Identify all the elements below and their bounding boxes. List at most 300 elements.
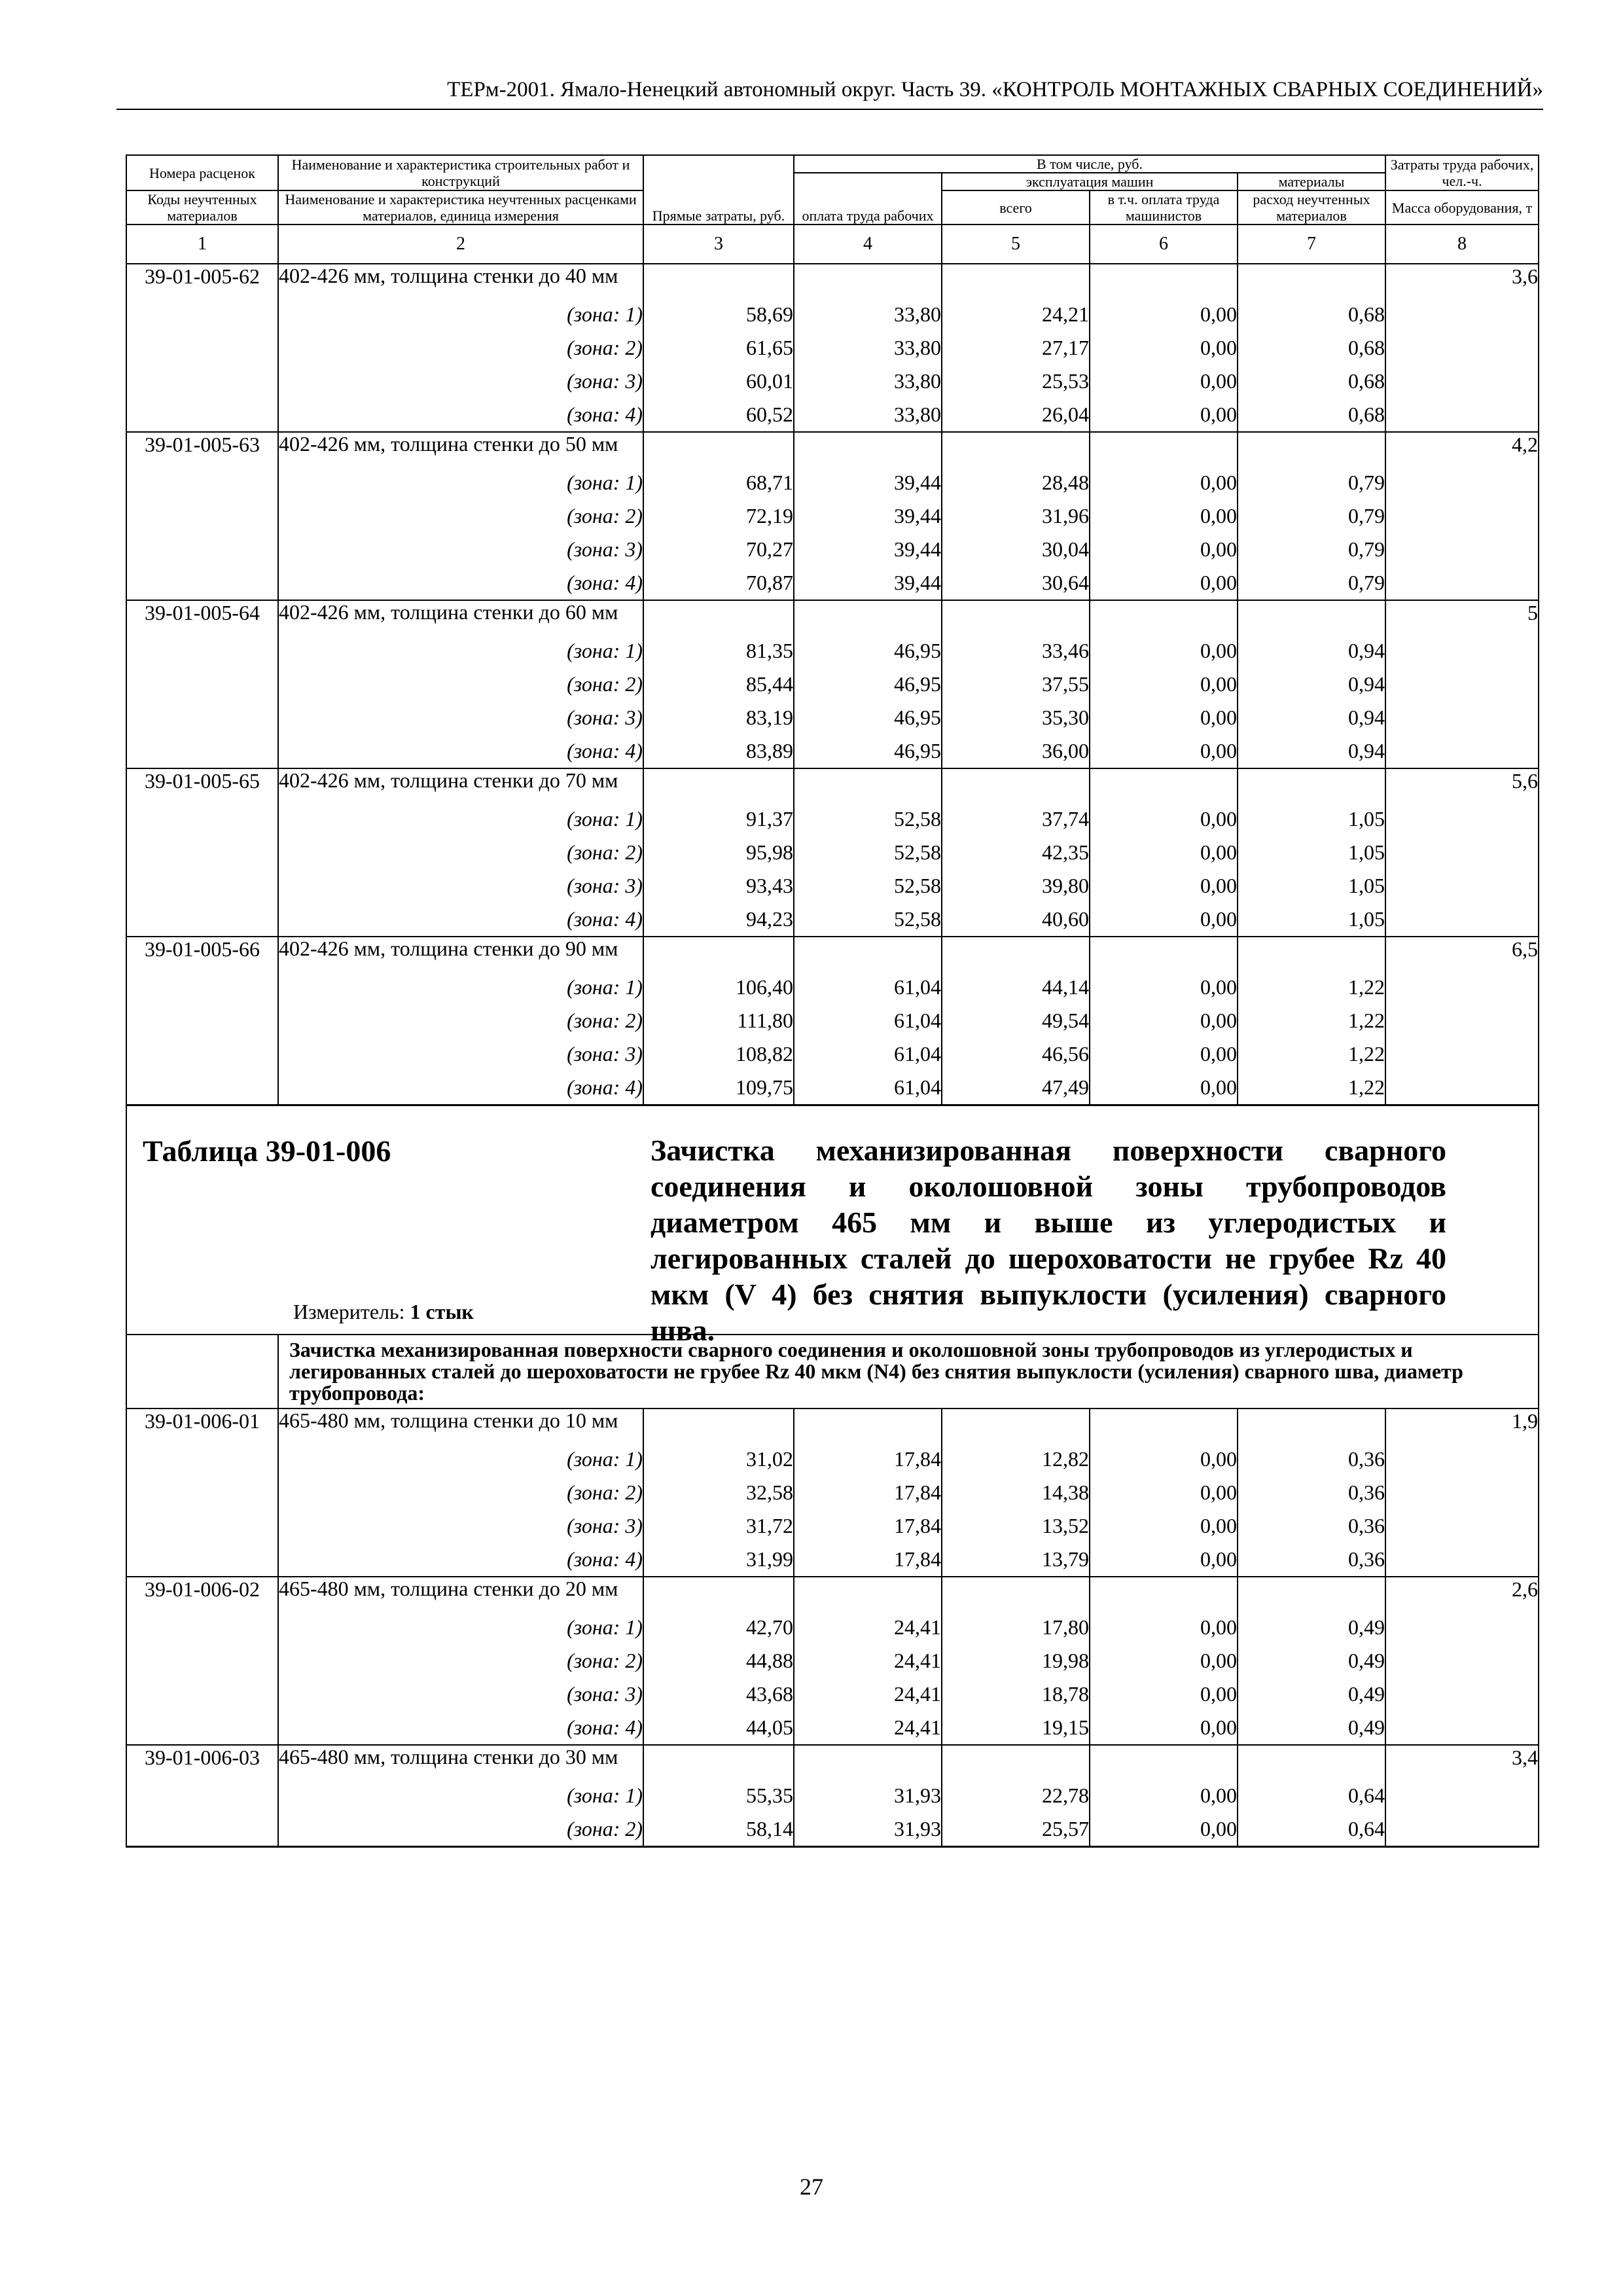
operator-pay: 0,00 [1090, 298, 1238, 331]
zone-label: (зона: 2) [278, 668, 643, 701]
zone-row [126, 499, 1539, 533]
machine-cost: 30,04 [942, 533, 1090, 566]
empty-cell [794, 768, 942, 802]
direct-cost: 42,70 [643, 1611, 794, 1644]
direct-cost: 31,72 [643, 1509, 794, 1543]
worker-pay: 61,04 [794, 1071, 942, 1105]
column-number: 4 [794, 224, 942, 264]
worker-pay: 33,80 [794, 365, 942, 398]
zone-row [126, 971, 1539, 1004]
direct-cost: 85,44 [643, 668, 794, 701]
zone-row [126, 1677, 1539, 1711]
worker-pay: 39,44 [794, 533, 942, 566]
worker-pay: 39,44 [794, 466, 942, 499]
machine-cost: 44,14 [942, 971, 1090, 1004]
materials-cost: 0,94 [1238, 634, 1385, 668]
zone-label: (зона: 4) [278, 1543, 643, 1577]
direct-cost: 31,02 [643, 1443, 794, 1476]
materials-cost: 0,94 [1238, 734, 1385, 768]
direct-cost: 111,80 [643, 1004, 794, 1037]
machine-cost: 33,46 [942, 634, 1090, 668]
table-006-meter [293, 1300, 474, 1324]
empty-cell [643, 1408, 794, 1443]
rate-code: 39-01-005-62 [126, 264, 278, 432]
materials-cost: 1,05 [1238, 869, 1385, 903]
col2-bottom-header: Наименование и характеристика неучтенных расценками материалов, единица измерения [278, 190, 643, 224]
zone-label: (зона: 4) [278, 734, 643, 768]
zone-row [126, 398, 1539, 432]
direct-cost: 108,82 [643, 1037, 794, 1071]
materials-cost: 1,22 [1238, 1037, 1385, 1071]
worker-pay: 52,58 [794, 903, 942, 937]
direct-cost: 109,75 [643, 1071, 794, 1105]
materials-cost: 1,22 [1238, 1071, 1385, 1105]
column-number: 6 [1090, 224, 1238, 264]
zone-row [126, 701, 1539, 734]
direct-cost: 83,89 [643, 734, 794, 768]
operator-pay: 0,00 [1090, 1476, 1238, 1509]
machine-cost: 19,98 [942, 1644, 1090, 1677]
direct-cost: 106,40 [643, 971, 794, 1004]
empty-cell [643, 600, 794, 634]
zone-label: (зона: 3) [278, 701, 643, 734]
col3-header: Прямые затраты, руб. [643, 155, 794, 224]
labor-cost: 5,6 [1385, 768, 1539, 937]
zone-label: (зона: 2) [278, 1004, 643, 1037]
table-006-label: Таблица 39-01-006 [143, 1134, 391, 1168]
rate-code: 39-01-006-02 [126, 1577, 278, 1745]
operator-pay: 0,00 [1090, 1677, 1238, 1711]
empty-cell [1090, 264, 1238, 298]
materials-cost: 1,22 [1238, 971, 1385, 1004]
column-number: 1 [126, 224, 278, 264]
zone-label: (зона: 4) [278, 1711, 643, 1745]
operator-pay: 0,00 [1090, 1037, 1238, 1071]
empty-cell [794, 937, 942, 971]
empty-cell [1238, 600, 1385, 634]
empty-cell [1238, 1745, 1385, 1779]
worker-pay: 33,80 [794, 298, 942, 331]
direct-cost: 83,19 [643, 701, 794, 734]
direct-cost: 95,98 [643, 836, 794, 869]
empty-cell [794, 1577, 942, 1611]
materials-cost: 0,36 [1238, 1543, 1385, 1577]
zone-label: (зона: 3) [278, 533, 643, 566]
operator-pay: 0,00 [1090, 634, 1238, 668]
rate-code: 39-01-005-64 [126, 600, 278, 768]
zone-row [126, 1004, 1539, 1037]
materials-cost: 0,36 [1238, 1476, 1385, 1509]
direct-cost: 94,23 [643, 903, 794, 937]
direct-cost: 61,65 [643, 331, 794, 365]
empty-cell [794, 1408, 942, 1443]
zone-row [126, 1543, 1539, 1577]
empty-cell [942, 768, 1090, 802]
machine-cost: 28,48 [942, 466, 1090, 499]
table-006-title-block [127, 1106, 1538, 1347]
work-description: 402-426 мм, толщина стенки до 60 мм [278, 600, 643, 634]
zone-label: (зона: 4) [278, 1071, 643, 1105]
worker-pay: 33,80 [794, 331, 942, 365]
worker-pay: 39,44 [794, 566, 942, 600]
operator-pay: 0,00 [1090, 331, 1238, 365]
empty-cell [1238, 264, 1385, 298]
zone-label: (зона: 2) [278, 1476, 643, 1509]
labor-cost: 3,4 [1385, 1745, 1539, 1847]
machine-cost: 18,78 [942, 1677, 1090, 1711]
worker-pay: 17,84 [794, 1509, 942, 1543]
zone-row [126, 1779, 1539, 1812]
machine-cost: 31,96 [942, 499, 1090, 533]
machine-cost: 24,21 [942, 298, 1090, 331]
empty-cell [1238, 432, 1385, 466]
work-description: 465-480 мм, толщина стенки до 30 мм [278, 1745, 643, 1779]
operator-pay: 0,00 [1090, 971, 1238, 1004]
operator-pay: 0,00 [1090, 903, 1238, 937]
direct-cost: 81,35 [643, 634, 794, 668]
operator-pay: 0,00 [1090, 1644, 1238, 1677]
operator-pay: 0,00 [1090, 566, 1238, 600]
worker-pay: 61,04 [794, 971, 942, 1004]
materials-cost: 0,49 [1238, 1677, 1385, 1711]
direct-cost: 70,27 [643, 533, 794, 566]
work-description: 402-426 мм, толщина стенки до 90 мм [278, 937, 643, 971]
zone-row [126, 734, 1539, 768]
zone-row [126, 1711, 1539, 1745]
column-number: 2 [278, 224, 643, 264]
materials-cost: 0,94 [1238, 668, 1385, 701]
empty-cell [942, 1745, 1090, 1779]
operator-pay: 0,00 [1090, 1543, 1238, 1577]
labor-cost: 5 [1385, 600, 1539, 768]
column-number: 3 [643, 224, 794, 264]
direct-cost: 72,19 [643, 499, 794, 533]
machine-cost: 13,52 [942, 1509, 1090, 1543]
materials-cost: 0,64 [1238, 1779, 1385, 1812]
empty-cell [1238, 1577, 1385, 1611]
empty-cell [1238, 768, 1385, 802]
zone-label: (зона: 3) [278, 869, 643, 903]
operator-pay: 0,00 [1090, 1071, 1238, 1105]
operator-pay: 0,00 [1090, 466, 1238, 499]
operator-pay: 0,00 [1090, 1711, 1238, 1745]
operator-pay: 0,00 [1090, 1611, 1238, 1644]
operator-pay: 0,00 [1090, 1443, 1238, 1476]
direct-cost: 44,88 [643, 1644, 794, 1677]
zone-label: (зона: 4) [278, 566, 643, 600]
zone-row [126, 331, 1539, 365]
zone-label: (зона: 1) [278, 971, 643, 1004]
col8-bottom-header: Масса оборудования, т [1385, 190, 1539, 224]
worker-pay: 24,41 [794, 1611, 942, 1644]
col2-top-header: Наименование и характеристика строительных работ и конструкций [278, 155, 643, 190]
empty-cell [942, 937, 1090, 971]
table-row [126, 1745, 1539, 1779]
machine-cost: 22,78 [942, 1779, 1090, 1812]
operator-pay: 0,00 [1090, 1779, 1238, 1812]
operator-pay: 0,00 [1090, 668, 1238, 701]
empty-cell [942, 432, 1090, 466]
materials-cost: 0,49 [1238, 1644, 1385, 1677]
col5-header: всего [942, 190, 1090, 224]
col7-header: расход неучтенных материалов [1238, 190, 1385, 224]
materials-cost: 0,36 [1238, 1509, 1385, 1543]
zone-label: (зона: 1) [278, 1779, 643, 1812]
zone-label: (зона: 1) [278, 1443, 643, 1476]
col1-bottom-header: Коды неучтенных материалов [126, 190, 278, 224]
column-number: 5 [942, 224, 1090, 264]
zone-label: (зона: 4) [278, 903, 643, 937]
worker-pay: 31,93 [794, 1779, 942, 1812]
work-description: 402-426 мм, толщина стенки до 50 мм [278, 432, 643, 466]
rate-code: 39-01-006-01 [126, 1408, 278, 1577]
col6-header: в т.ч. оплата труда машинистов [1090, 190, 1238, 224]
col4-header: оплата труда рабочих [794, 173, 942, 224]
materials-cost: 1,05 [1238, 836, 1385, 869]
labor-cost: 4,2 [1385, 432, 1539, 600]
operator-pay: 0,00 [1090, 701, 1238, 734]
zone-row [126, 533, 1539, 566]
worker-pay: 17,84 [794, 1543, 942, 1577]
zone-label: (зона: 4) [278, 398, 643, 432]
materials-cost: 0,36 [1238, 1443, 1385, 1476]
table-006-description: Зачистка механизированная поверхности сварного соединения и околошовной зоны трубопроводов диаметром 465 мм и выше из углеродистых и легированных сталей до шероховатости не грубее Rz 40 мкм (V 4) без снятия выпуклости (усиления) сварного шва. [651, 1134, 1446, 1347]
machine-cost: 37,55 [942, 668, 1090, 701]
worker-pay: 39,44 [794, 499, 942, 533]
materials-header: материалы [1238, 173, 1385, 190]
machine-cost: 37,74 [942, 802, 1090, 836]
materials-cost: 0,49 [1238, 1611, 1385, 1644]
worker-pay: 52,58 [794, 869, 942, 903]
machine-cost: 25,57 [942, 1812, 1090, 1847]
machine-cost: 36,00 [942, 734, 1090, 768]
table-row [126, 768, 1539, 802]
table-row [126, 432, 1539, 466]
zone-row [126, 903, 1539, 937]
direct-cost: 60,01 [643, 365, 794, 398]
zone-label: (зона: 1) [278, 1611, 643, 1644]
worker-pay: 61,04 [794, 1037, 942, 1071]
worker-pay: 46,95 [794, 668, 942, 701]
empty-cell [1238, 1408, 1385, 1443]
direct-cost: 91,37 [643, 802, 794, 836]
empty-cell [942, 1408, 1090, 1443]
materials-cost: 1,22 [1238, 1004, 1385, 1037]
machine-cost: 46,56 [942, 1037, 1090, 1071]
direct-cost: 32,58 [643, 1476, 794, 1509]
rate-code: 39-01-006-03 [126, 1745, 278, 1847]
zone-label: (зона: 3) [278, 1037, 643, 1071]
zone-row [126, 668, 1539, 701]
empty-cell [794, 432, 942, 466]
machine-cost: 35,30 [942, 701, 1090, 734]
empty-cell [643, 1577, 794, 1611]
table-row [126, 937, 1539, 971]
zone-label: (зона: 2) [278, 1812, 643, 1847]
running-head: ТЕРм-2001. Ямало-Ненецкий автономный округ. Часть 39. «КОНТРОЛЬ МОНТАЖНЫХ СВАРНЫХ СОЕДИНЕНИЙ» [116, 71, 1543, 110]
zone-row [126, 566, 1539, 600]
zone-label: (зона: 3) [278, 1677, 643, 1711]
operator-pay: 0,00 [1090, 533, 1238, 566]
work-description: 465-480 мм, толщина стенки до 10 мм [278, 1408, 643, 1443]
direct-cost: 93,43 [643, 869, 794, 903]
zone-row [126, 869, 1539, 903]
zone-label: (зона: 1) [278, 466, 643, 499]
empty-cell [1090, 1745, 1238, 1779]
worker-pay: 24,41 [794, 1677, 942, 1711]
empty-cell [794, 264, 942, 298]
rate-code: 39-01-005-65 [126, 768, 278, 937]
zone-row [126, 1037, 1539, 1071]
zone-row [126, 1071, 1539, 1105]
machine-cost: 42,35 [942, 836, 1090, 869]
incl-header: В том числе, руб. [794, 155, 1385, 173]
materials-cost: 1,05 [1238, 802, 1385, 836]
materials-cost: 0,94 [1238, 701, 1385, 734]
direct-cost: 60,52 [643, 398, 794, 432]
direct-cost: 70,87 [643, 566, 794, 600]
operator-pay: 0,00 [1090, 1509, 1238, 1543]
worker-pay: 33,80 [794, 398, 942, 432]
worker-pay: 24,41 [794, 1711, 942, 1745]
operator-pay: 0,00 [1090, 365, 1238, 398]
materials-cost: 0,68 [1238, 365, 1385, 398]
empty-cell [1090, 432, 1238, 466]
zone-label: (зона: 2) [278, 331, 643, 365]
empty-cell [1090, 768, 1238, 802]
zone-label: (зона: 2) [278, 1644, 643, 1677]
materials-cost: 0,68 [1238, 398, 1385, 432]
worker-pay: 61,04 [794, 1004, 942, 1037]
empty-cell [942, 1577, 1090, 1611]
materials-cost: 0,64 [1238, 1812, 1385, 1847]
direct-cost: 55,35 [643, 1779, 794, 1812]
zone-label: (зона: 1) [278, 802, 643, 836]
operator-pay: 0,00 [1090, 802, 1238, 836]
operator-pay: 0,00 [1090, 869, 1238, 903]
empty-cell [794, 600, 942, 634]
empty-cell [643, 937, 794, 971]
operator-pay: 0,00 [1090, 836, 1238, 869]
machine-cost: 13,79 [942, 1543, 1090, 1577]
zone-row [126, 1509, 1539, 1543]
direct-cost: 43,68 [643, 1677, 794, 1711]
zone-label: (зона: 3) [278, 365, 643, 398]
zone-label: (зона: 3) [278, 1509, 643, 1543]
machine-cost: 17,80 [942, 1611, 1090, 1644]
empty-cell [1090, 1408, 1238, 1443]
empty-cell [1090, 1577, 1238, 1611]
materials-cost: 0,68 [1238, 298, 1385, 331]
direct-cost: 68,71 [643, 466, 794, 499]
materials-cost: 0,79 [1238, 533, 1385, 566]
rate-code: 39-01-005-63 [126, 432, 278, 600]
table-row [126, 1408, 1539, 1443]
machine-cost: 14,38 [942, 1476, 1090, 1509]
direct-cost: 58,69 [643, 298, 794, 331]
zone-row [126, 1812, 1539, 1847]
empty-cell [942, 600, 1090, 634]
zone-row [126, 836, 1539, 869]
empty-cell [794, 1745, 942, 1779]
table-row [126, 264, 1539, 298]
empty-cell [942, 264, 1090, 298]
zone-row [126, 1644, 1539, 1677]
operator-pay: 0,00 [1090, 734, 1238, 768]
zone-label: (зона: 1) [278, 298, 643, 331]
operator-pay: 0,00 [1090, 499, 1238, 533]
table-row [126, 1577, 1539, 1611]
machine-cost: 39,80 [942, 869, 1090, 903]
empty-cell [1090, 600, 1238, 634]
machine-cost: 26,04 [942, 398, 1090, 432]
zone-row [126, 634, 1539, 668]
labor-cost: 3,6 [1385, 264, 1539, 432]
machines-header: эксплуатация машин [942, 173, 1238, 190]
zone-row [126, 298, 1539, 331]
zone-row [126, 1611, 1539, 1644]
worker-pay: 24,41 [794, 1644, 942, 1677]
work-description: 402-426 мм, толщина стенки до 70 мм [278, 768, 643, 802]
worker-pay: 46,95 [794, 734, 942, 768]
zone-row [126, 1443, 1539, 1476]
zone-row [126, 802, 1539, 836]
table-006-section-title: Зачистка механизированная поверхности сварного соединения и околошовной зоны трубопроводов из углеродистых и легированных сталей до шероховатости не грубее Rz 40 мкм (N4) без снятия выпуклости (усиления) сварного шва, диаметр трубопровода: [278, 1335, 1539, 1408]
worker-pay: 52,58 [794, 836, 942, 869]
operator-pay: 0,00 [1090, 1004, 1238, 1037]
col8-top-header: Затраты труда рабочих, чел.-ч. [1385, 155, 1539, 190]
zone-label: (зона: 1) [278, 634, 643, 668]
machine-cost: 40,60 [942, 903, 1090, 937]
labor-cost: 6,5 [1385, 937, 1539, 1105]
operator-pay: 0,00 [1090, 1812, 1238, 1847]
worker-pay: 52,58 [794, 802, 942, 836]
zone-row [126, 466, 1539, 499]
empty-cell [1090, 937, 1238, 971]
machine-cost: 12,82 [942, 1443, 1090, 1476]
machine-cost: 27,17 [942, 331, 1090, 365]
meter-label: Измеритель: [293, 1300, 405, 1323]
empty-cell [643, 768, 794, 802]
price-table [126, 154, 1538, 1848]
worker-pay: 46,95 [794, 634, 942, 668]
machine-cost: 25,53 [942, 365, 1090, 398]
machine-cost: 47,49 [942, 1071, 1090, 1105]
worker-pay: 17,84 [794, 1443, 942, 1476]
machine-cost: 19,15 [942, 1711, 1090, 1745]
materials-cost: 1,05 [1238, 903, 1385, 937]
worker-pay: 31,93 [794, 1812, 942, 1847]
machine-cost: 30,64 [942, 566, 1090, 600]
rate-code: 39-01-005-66 [126, 937, 278, 1105]
operator-pay: 0,00 [1090, 398, 1238, 432]
materials-cost: 0,79 [1238, 566, 1385, 600]
labor-cost: 1,9 [1385, 1408, 1539, 1577]
empty-cell [643, 432, 794, 466]
worker-pay: 46,95 [794, 701, 942, 734]
labor-cost: 2,6 [1385, 1577, 1539, 1745]
work-description: 465-480 мм, толщина стенки до 20 мм [278, 1577, 643, 1611]
materials-cost: 0,79 [1238, 499, 1385, 533]
empty-cell [643, 264, 794, 298]
column-number: 8 [1385, 224, 1539, 264]
page-number: 27 [800, 2174, 823, 2200]
materials-cost: 0,49 [1238, 1711, 1385, 1745]
zone-row [126, 365, 1539, 398]
worker-pay: 17,84 [794, 1476, 942, 1509]
meter-value: 1 стык [410, 1300, 474, 1323]
direct-cost: 58,14 [643, 1812, 794, 1847]
